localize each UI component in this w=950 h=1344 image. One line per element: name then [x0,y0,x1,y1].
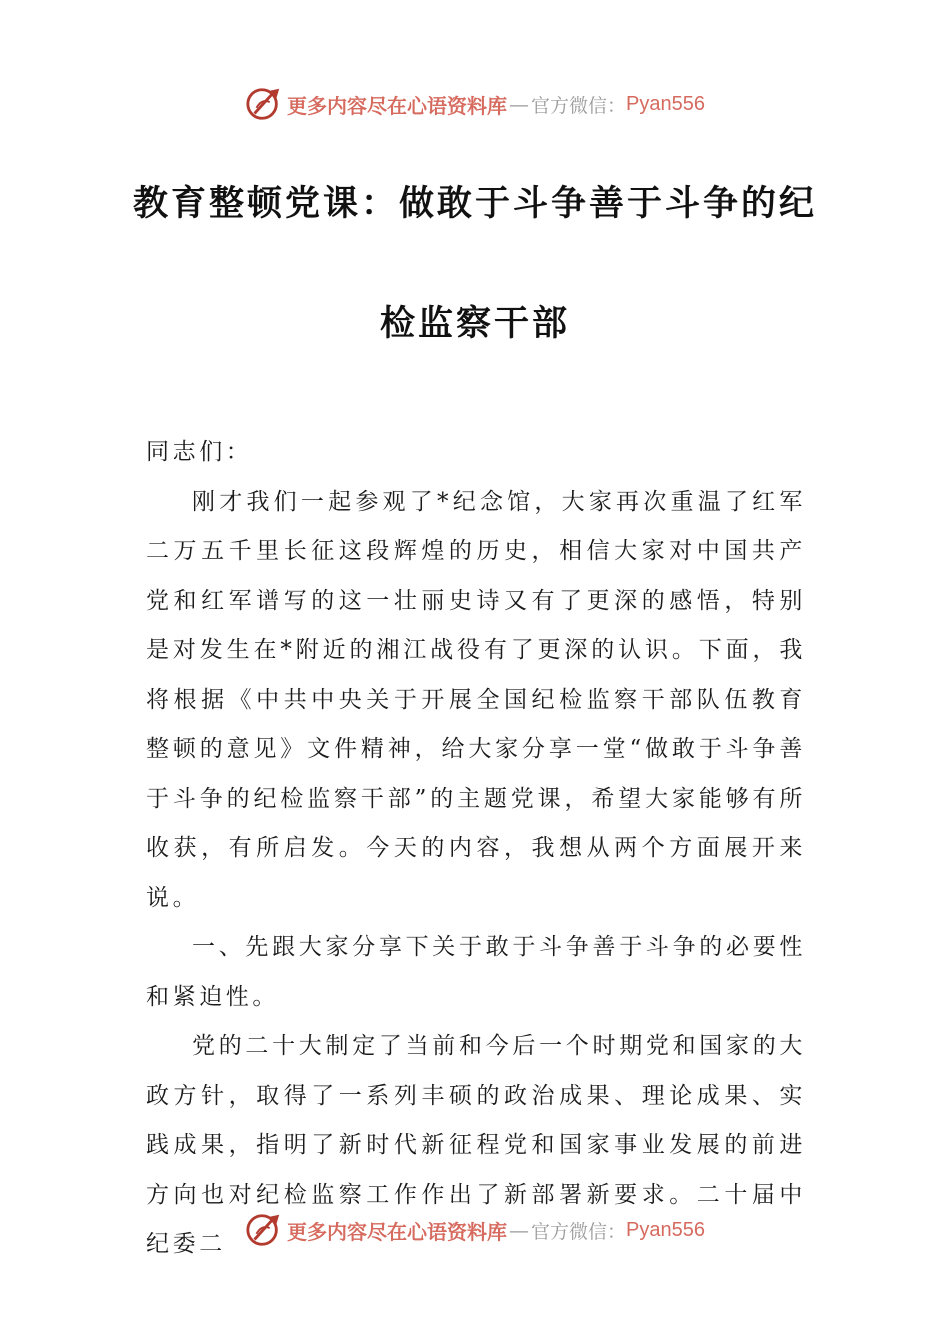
paragraph-3: 党的二十大制定了当前和今后一个时期党和国家的大政方针，取得了一系列丰硕的政治成果、理论成果、实践成果，指明了新时代新征程党和国家事业发展的前进方向也对纪检监察工作作出了新部署新要求。二十届中纪委二 [146,1033,806,1257]
wechat-label: 官方微信： [531,94,627,117]
banner-text: 更多内容尽在心语资料库 [287,93,507,118]
header-banner [0,84,950,124]
greeting: 同志们： [146,439,253,465]
wechat-id: Pyan556 [626,92,705,115]
wechat-id: Pyan556 [626,1218,705,1241]
document-body [146,428,806,1270]
footer-banner [0,1210,950,1250]
banner-dash: — [509,1218,529,1242]
paragraph-1: 刚才我们一起参观了*纪念馆，大家再次重温了红军二万五千里长征这段辉煌的历史，相信大家对中国共产党和红军谱写的这一壮丽史诗又有了更深的感悟，特别是对发生在*附近的湘江战役有了更深的认识。下面，我将根据《中共中央关于开展全国纪检监察干部队伍教育整顿的意见》文件精神，给大家分享一堂“做敢于斗争善于斗争的纪检监察干部”的主题党课，希望大家能够有所收获，有所启发。今天的内容，我想从两个方面展开来说。 [146,488,806,911]
banner-text: 更多内容尽在心语资料库 [287,1219,507,1244]
wechat-label: 官方微信： [531,1220,627,1243]
pen-logo-icon [245,1211,283,1249]
document-title-line-2: 检监察干部 [379,303,570,344]
pen-logo-icon [245,85,283,123]
paragraph-2: 一、先跟大家分享下关于敢于斗争善于斗争的必要性和紧迫性。 [146,934,806,1010]
banner-dash: — [509,92,529,116]
document-title-line-1: 教育整顿党课：做敢于斗争善于斗争的纪 [132,183,817,224]
